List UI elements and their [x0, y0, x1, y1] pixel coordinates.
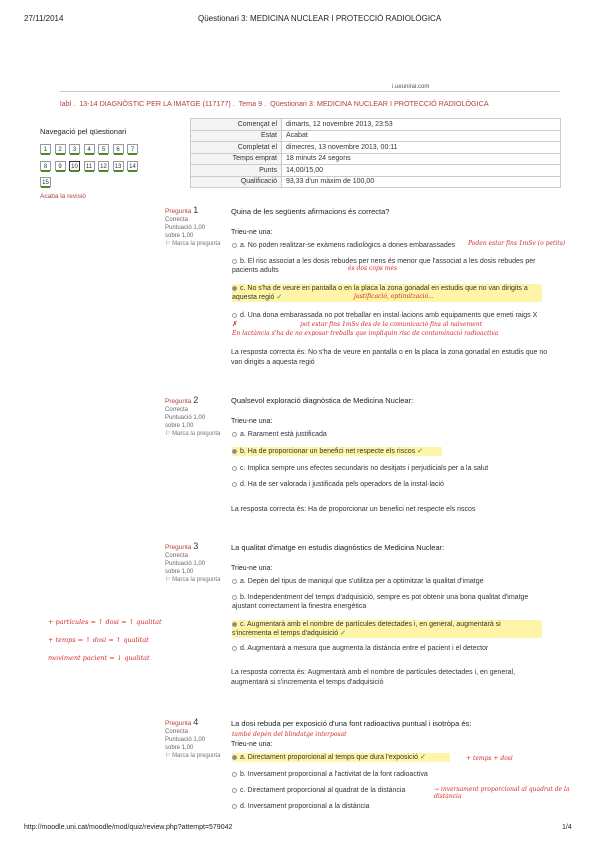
question-state: Correcta: [165, 407, 189, 413]
radio-button[interactable]: [232, 579, 237, 584]
answer-text: c. Augmentarà amb el nombre de partícules detectades i, en general, augmentarà si s'incrementa el temps d'adquisició: [232, 621, 501, 637]
correct-state-bar: [41, 170, 50, 172]
answer-option[interactable]: [232, 770, 542, 779]
answer-text: a. No poden realitzar-se exàmens radiològics a dones embarassades: [240, 242, 456, 249]
annotation-handwritten: és dos cops més: [348, 265, 398, 272]
answer-text: c. No s'ha de veure en pantalla o en la placa la zona gonadal en estudis que no van dirigits a aquesta regió: [232, 285, 528, 301]
quiz-nav-button[interactable]: 10: [69, 161, 80, 171]
question-text: Quina de les següents afirmacions és correcta?: [231, 207, 390, 216]
question-grade: Puntuació 1,00 sobre 1,00: [165, 561, 206, 575]
correct-state-bar: [114, 153, 123, 155]
flag-icon: ⚐: [165, 431, 171, 437]
radio-button[interactable]: [232, 772, 237, 777]
breadcrumb: [60, 99, 489, 108]
answer-text: d. Ha de ser valorada i justificada pels operadors de la instal·lació: [240, 481, 444, 488]
radio-button[interactable]: [232, 595, 237, 600]
summary-value: Acabat: [282, 130, 561, 142]
radio-button[interactable]: [232, 313, 237, 318]
breadcrumb-topic[interactable]: Tema 9 .: [238, 99, 267, 108]
correct-state-bar: [128, 170, 137, 172]
answer-option[interactable]: [232, 593, 542, 611]
radio-button[interactable]: [232, 788, 237, 793]
summary-key: Començat el: [191, 119, 282, 131]
correct-state-bar: [114, 170, 123, 172]
answer-text: a. Depèn del tipus de maniquí que s'utilitza per a optimitzar la qualitat d'imatge: [240, 578, 484, 585]
quiz-nav-title: Navegació pel qüestionari: [40, 127, 127, 136]
quiz-nav-button[interactable]: 14: [127, 161, 138, 171]
answer-text: d. Inversament proporcional a la distància: [240, 803, 370, 810]
answer-option[interactable]: [232, 786, 432, 795]
summary-key: Punts: [191, 165, 282, 177]
answer-option-selected[interactable]: [232, 447, 442, 456]
select-one-label: Trieu-ne una:: [231, 418, 273, 425]
radio-button[interactable]: [232, 482, 237, 487]
page-title: Qüestionari 3: MEDICINA NUCLEAR I PROTECCIÓ RADIOLÒGICA: [198, 14, 442, 23]
flag-question-label: Marca la pregunta: [172, 753, 221, 759]
radio-button[interactable]: [232, 466, 237, 471]
breadcrumb-quiz[interactable]: Qüestionari 3: MEDICINA NUCLEAR I PROTECCIÓ RADIOLÒGICA: [270, 99, 489, 108]
quiz-nav-button[interactable]: 1: [40, 144, 51, 154]
quiz-nav-button[interactable]: 12: [98, 161, 109, 171]
summary-value: 18 minuts 24 segons: [282, 153, 561, 165]
question-info-1: [165, 206, 221, 248]
cross-mark-icon: ✗: [232, 321, 238, 328]
correct-check-icon: ✓: [417, 448, 423, 455]
quiz-nav-button[interactable]: 3: [69, 144, 80, 154]
answer-text: b. Independentment del temps d'adquisició, sempre es pot obtenir una bona qualitat d'imatge ajustant correctament la finestra energètica: [232, 594, 529, 610]
header-divider: [60, 91, 560, 92]
summary-row: [191, 142, 561, 154]
correct-check-icon: ✓: [419, 754, 426, 761]
answer-option[interactable]: [232, 802, 542, 811]
radio-button[interactable]: [232, 804, 237, 809]
select-one-label: Trieu-ne una:: [231, 229, 273, 236]
annotation-handwritten: també depèn del blindatge interposat: [232, 731, 347, 738]
question-number: 4: [193, 717, 199, 727]
question-text: Qualsevol exploració diagnòstica de Medicina Nuclear:: [231, 396, 414, 405]
annotation-handwritten: + temps + dosi: [466, 755, 513, 762]
answer-option[interactable]: [232, 480, 542, 489]
attempt-summary: [190, 118, 561, 188]
question-number: 3: [193, 541, 199, 551]
summary-key: Qualificació: [191, 176, 282, 188]
correct-state-bar: [128, 153, 137, 155]
quiz-nav-button[interactable]: 13: [113, 161, 124, 171]
annotation-handwritten: → inversament proporcional al quadrat de la distància: [434, 786, 570, 800]
annotation-handwritten: En lactància s'ha de no exposar treballs que impliquin risc de contaminació radioactiva: [232, 330, 499, 337]
summary-key: Estat: [191, 130, 282, 142]
answer-option[interactable]: [232, 464, 542, 473]
radio-button[interactable]: [232, 432, 237, 437]
question-state: Correcta: [165, 553, 189, 559]
correct-state-bar: [85, 170, 94, 172]
summary-row: [191, 130, 561, 142]
question-state: Correcta: [165, 729, 189, 735]
question-text: La dosi rebuda per exposició d'una font radioactiva puntual i isotròpa és:: [231, 719, 472, 728]
summary-value: 14,00/15,00: [282, 165, 561, 177]
quiz-nav-button[interactable]: 5: [98, 144, 109, 154]
flag-question[interactable]: [165, 240, 221, 248]
question-label: Pregunta: [165, 544, 192, 551]
question-grade: Puntuació 1,00 sobre 1,00: [165, 415, 206, 429]
correct-answer-feedback: La resposta correcta és: Ha de proporcionar un benefici net respecte els riscos: [231, 506, 476, 513]
question-state: Correcta: [165, 217, 189, 223]
answer-option-selected[interactable]: [232, 620, 542, 638]
radio-button[interactable]: [232, 622, 237, 627]
question-label: Pregunta: [165, 208, 192, 215]
radio-button[interactable]: [232, 243, 237, 248]
annotation-handwritten: + partícules = ↑ dosi = ↑ qualitat: [48, 618, 162, 626]
summary-row: [191, 176, 561, 188]
flag-icon: ⚐: [165, 577, 171, 583]
answer-option[interactable]: [232, 644, 542, 653]
answer-option[interactable]: [232, 430, 542, 439]
correct-state-bar: [99, 170, 108, 172]
annotation-handwritten: Poden estar fins 1mSv (o petits): [468, 240, 566, 247]
annotation-handwritten: justificació, optimització...: [354, 293, 434, 300]
summary-row: [191, 165, 561, 177]
quiz-nav-button[interactable]: 11: [84, 161, 95, 171]
question-number: 1: [193, 205, 199, 215]
question-grade: Puntuació 1,00 sobre 1,00: [165, 225, 206, 239]
question-info-2: [165, 396, 221, 438]
flag-question[interactable]: [165, 752, 221, 760]
radio-button[interactable]: [232, 646, 237, 651]
question-number: 2: [193, 395, 199, 405]
correct-check-icon: ✓: [276, 294, 283, 301]
correct-answer-feedback: La resposta correcta és: No s'ha de veure en pantalla o en la placa la zona gonadal en estudis que no van dirigits a aquesta regió: [231, 349, 548, 366]
breadcrumb-home[interactable]: labl .: [60, 99, 76, 108]
question-label: Pregunta: [165, 398, 192, 405]
site-name: i.ueunirai.com: [392, 84, 430, 90]
print-date: 27/11/2014: [24, 14, 64, 23]
summary-key: Temps emprat: [191, 153, 282, 165]
finish-review-link[interactable]: Acaba la revisió: [40, 193, 86, 200]
correct-state-bar: [70, 170, 79, 172]
question-label: Pregunta: [165, 720, 192, 727]
answer-option[interactable]: [232, 577, 542, 586]
correct-state-bar: [56, 153, 65, 155]
flag-question-label: Marca la pregunta: [172, 241, 221, 247]
flag-icon: ⚐: [165, 241, 171, 247]
summary-value: dimecres, 13 novembre 2013, 00:11: [282, 142, 561, 154]
question-grade: Puntuació 1,00 sobre 1,00: [165, 737, 206, 751]
question-info-3: [165, 542, 221, 584]
correct-state-bar: [70, 153, 79, 155]
answer-option-selected[interactable]: [232, 753, 450, 762]
answer-text: c. Directament proporcional al quadrat de la distància: [240, 787, 406, 794]
radio-button[interactable]: [232, 755, 237, 760]
summary-row: [191, 153, 561, 165]
summary-value: dimarts, 12 novembre 2013, 23:53: [282, 119, 561, 131]
page-url: http://moodle.uni.cat/moodle/mod/quiz/review.php?attempt=579042: [24, 824, 233, 831]
summary-row: [191, 119, 561, 131]
quiz-nav-button[interactable]: 7: [127, 144, 138, 154]
quiz-nav-button[interactable]: 15: [40, 177, 51, 187]
radio-button[interactable]: [232, 449, 237, 454]
quiz-nav-button[interactable]: 4: [84, 144, 95, 154]
annotation-handwritten: pot estar fins 1mSv des de la comunicació fins al naixement: [300, 321, 483, 328]
answer-text: a. Directament proporcional al temps que dura l'exposició: [240, 754, 418, 761]
page-number: 1/4: [562, 824, 572, 831]
summary-value: 93,33 d'un màxim de 100,00: [282, 176, 561, 188]
quiz-nav-button[interactable]: 6: [113, 144, 124, 154]
correct-check-icon: ✓: [340, 630, 346, 637]
flag-question-label: Marca la pregunta: [172, 577, 221, 583]
question-text: La qualitat d'imatge en estudis diagnòstics de Medicina Nuclear:: [231, 543, 445, 552]
correct-state-bar: [99, 153, 108, 155]
answer-text: b. Ha de proporcionar un benefici net respecte els riscos: [240, 448, 416, 455]
breadcrumb-course[interactable]: 13-14 DIAGNÒSTIC PER LA IMATGE (117177) .: [79, 99, 235, 108]
correct-state-bar: [85, 153, 94, 155]
correct-state-bar: [56, 170, 65, 172]
flag-question-label: Marca la pregunta: [172, 431, 221, 437]
quiz-nav-button[interactable]: 8: [40, 161, 51, 171]
correct-state-bar: [41, 186, 50, 188]
correct-answer-feedback: La resposta correcta és: Augmentarà amb el nombre de partícules detectades i, en general, augmentarà si s'incrementa el temps d'adquisició: [231, 669, 516, 686]
annotation-handwritten: moviment pacient = ↓ qualitat: [48, 654, 150, 662]
annotation-handwritten: + temps = ↑ dosi = ↑ qualitat: [48, 636, 149, 644]
flag-question[interactable]: [165, 430, 221, 438]
answer-text: b. Inversament proporcional a l'activitat de la font radioactiva: [240, 771, 428, 778]
answer-text: b. El risc associat a les dosis rebudes per nens és menor que l'associat a les dosis rebudes per pacients adults: [232, 258, 536, 274]
quiz-nav-button[interactable]: 2: [55, 144, 66, 154]
summary-key: Completat el: [191, 142, 282, 154]
answer-text: c. Implica sempre uns efectes secundaris no desitjats i perjudicials per a la salut: [240, 465, 489, 472]
select-one-label: Trieu-ne una:: [231, 565, 273, 572]
answer-text: a. Rarament està justificada: [240, 431, 327, 438]
answer-text: d. Augmentarà a mesura que augmenta la distància entre el pacient i el detector: [240, 645, 489, 652]
radio-button[interactable]: [232, 286, 237, 291]
radio-button[interactable]: [232, 259, 237, 264]
select-one-label: Trieu-ne una:: [231, 741, 273, 748]
flag-question[interactable]: [165, 576, 221, 584]
answer-text: d. Una dona embarassada no pot treballar en instal·lacions amb equipaments que emeti raigs X: [240, 312, 538, 319]
flag-icon: ⚐: [165, 753, 171, 759]
correct-state-bar: [41, 153, 50, 155]
quiz-nav-button[interactable]: 9: [55, 161, 66, 171]
question-info-4: [165, 718, 221, 760]
